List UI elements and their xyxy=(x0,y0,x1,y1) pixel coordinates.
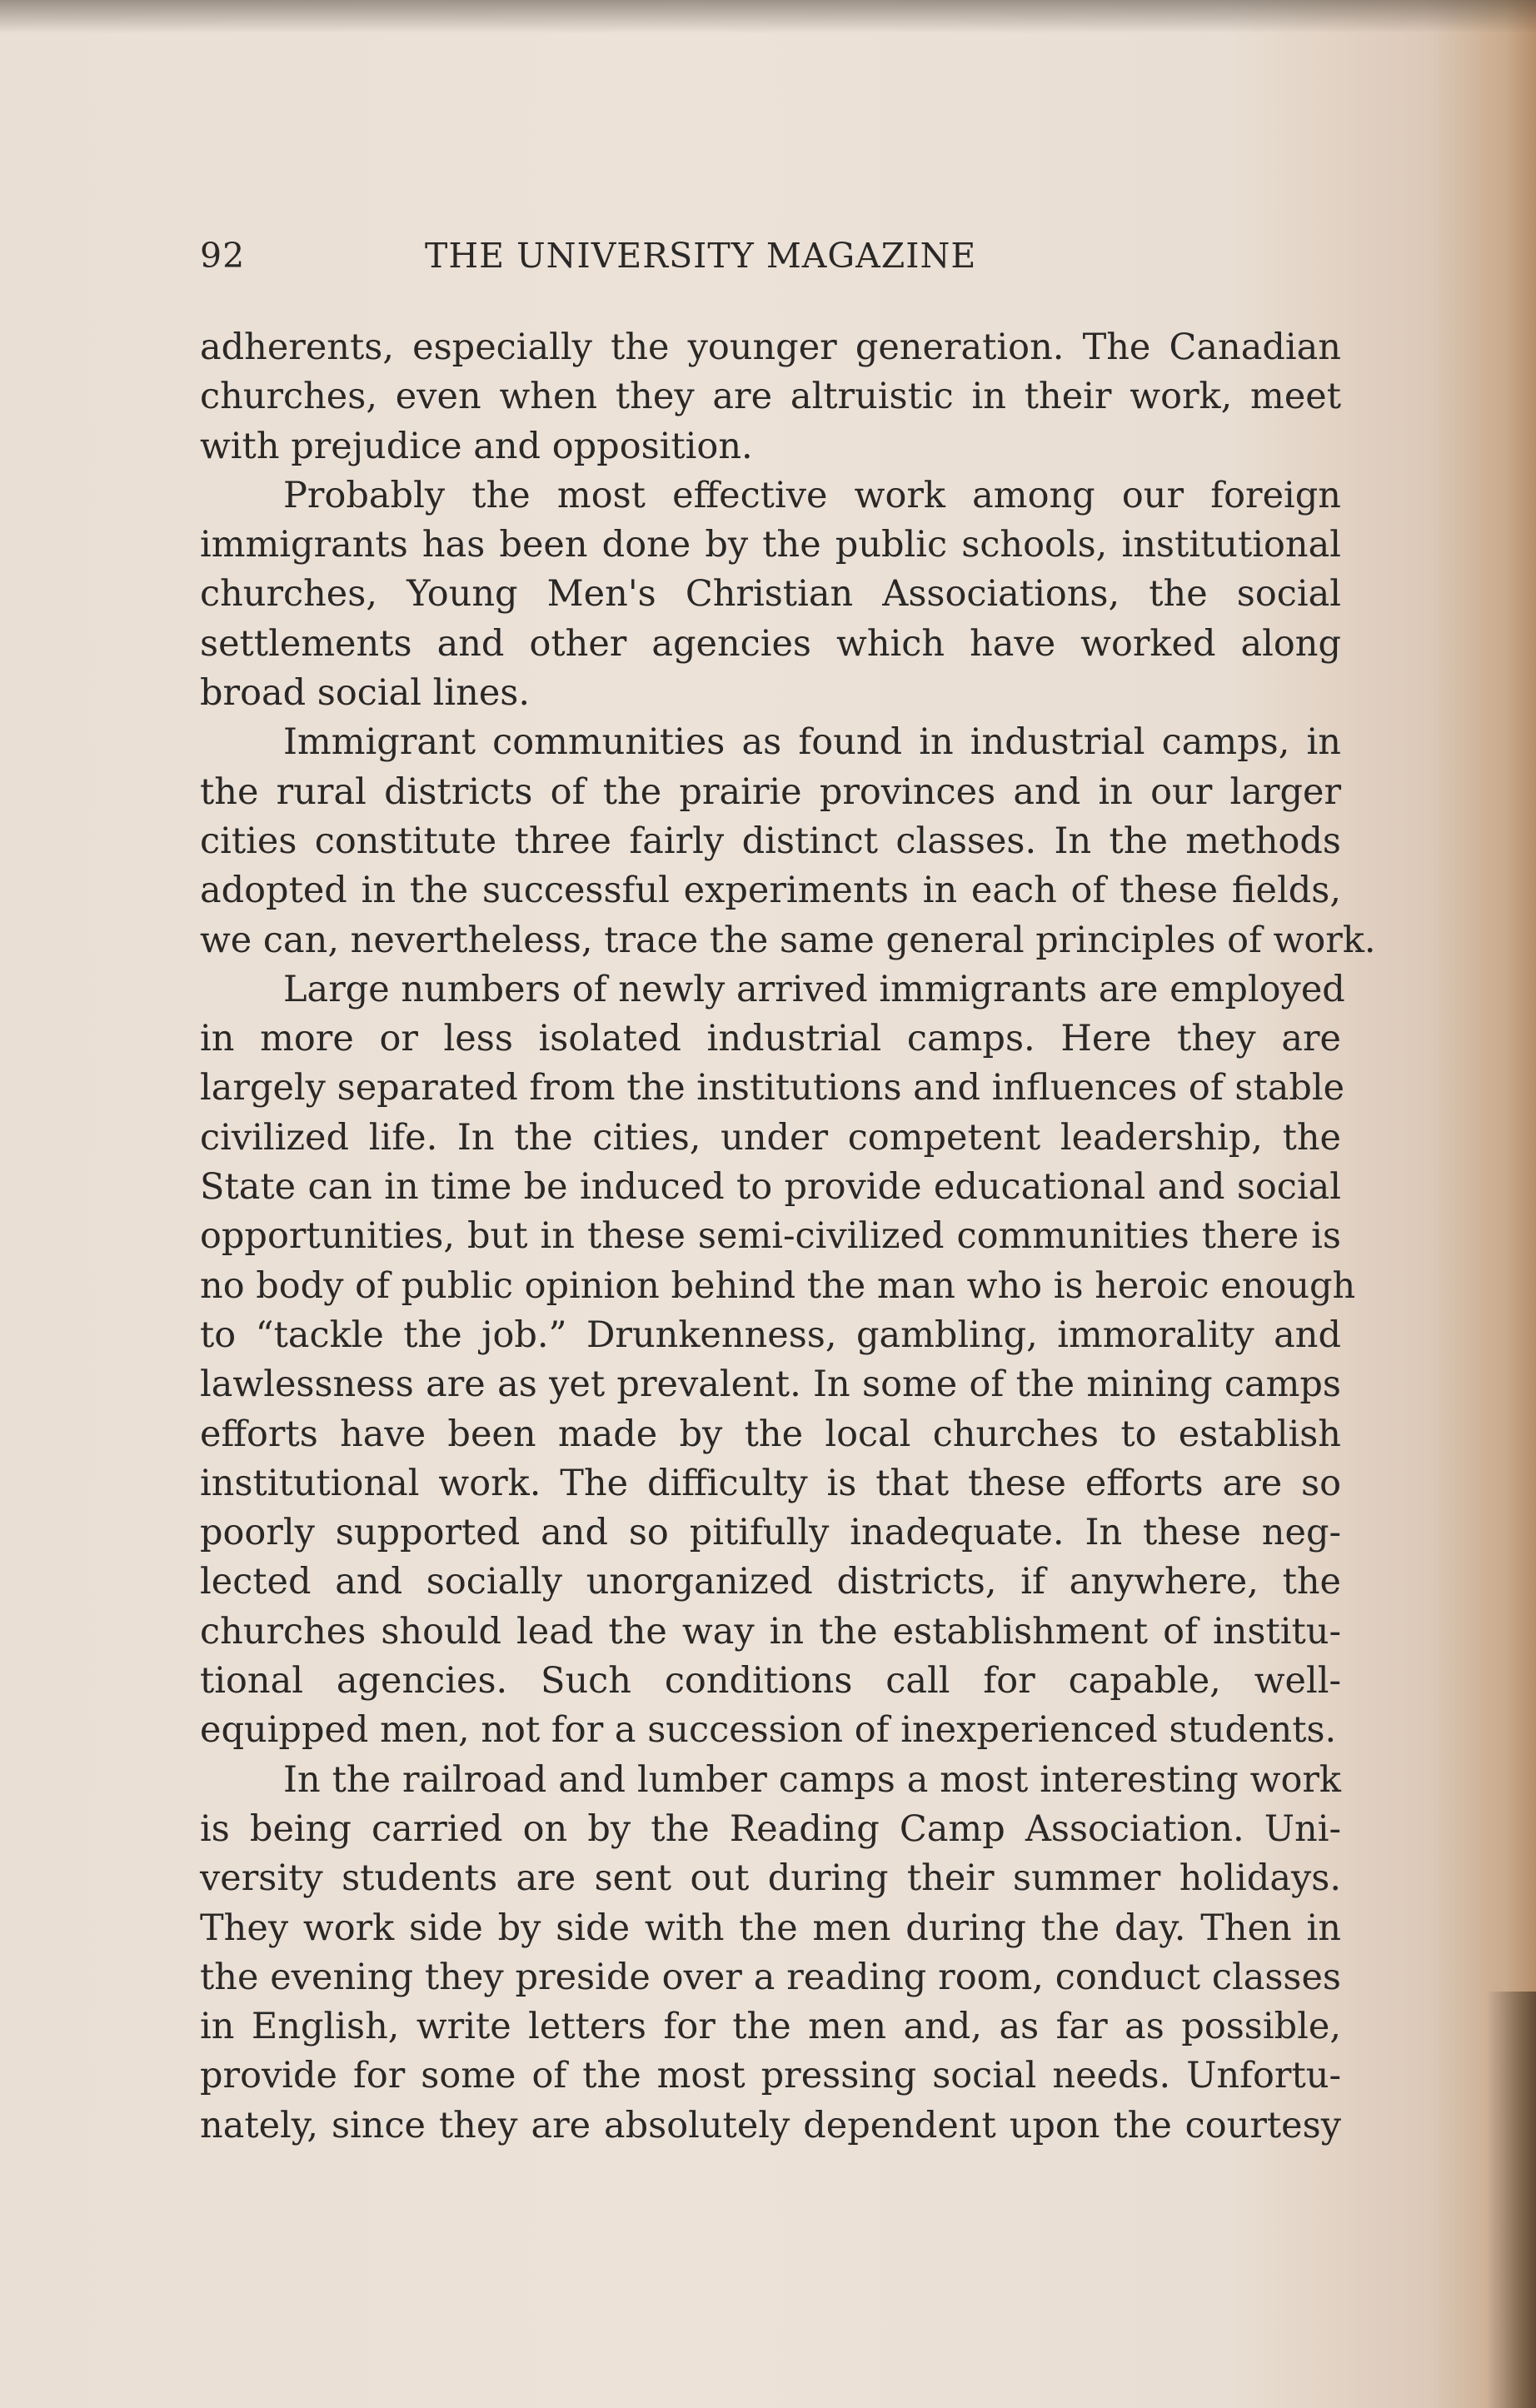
text-line: no body of public opinion behind the man who is heroic enough xyxy=(200,1264,1356,1307)
text-line: institutional work. The difficulty is that these efforts are so xyxy=(200,1462,1341,1504)
text-line: lected and socially unorganized districts, if anywhere, the xyxy=(200,1561,1341,1603)
binding-edge-shadow xyxy=(1486,1992,1536,2408)
paragraph xyxy=(200,323,1341,471)
text-line: adopted in the successful experiments in each of these fields, xyxy=(200,870,1341,912)
page-top-shadow xyxy=(0,0,1536,33)
text-line: tional agencies. Such conditions call for capable, well- xyxy=(200,1660,1341,1703)
paragraph xyxy=(200,1756,1341,2151)
text-line: nately, since they are absolutely dependent upon the courtesy xyxy=(200,2104,1341,2146)
text-line: cities constitute three fairly distinct classes. In the methods xyxy=(200,820,1341,862)
text-line: the evening they preside over a reading room, conduct classes xyxy=(200,1956,1341,1998)
body-text xyxy=(200,323,1376,2151)
paragraph xyxy=(200,965,1356,1756)
text-line: in English, write letters for the men and, as far as possible, xyxy=(200,2006,1341,2048)
text-line: poorly supported and so pitifully inadequate. In these neg- xyxy=(200,1512,1341,1554)
text-line: Probably the most effective work among our foreign xyxy=(283,474,1341,516)
text-line: we can, nevertheless, trace the same general principles of work. xyxy=(200,919,1376,961)
text-line: with prejudice and opposition. xyxy=(200,425,753,467)
text-line: churches, even when they are altruistic in their work, meet xyxy=(200,376,1341,418)
text-line: Immigrant communities as found in industrial camps, in xyxy=(283,721,1341,764)
text-line: broad social lines. xyxy=(200,672,531,715)
text-line: In the railroad and lumber camps a most interesting work xyxy=(283,1758,1341,1801)
text-line: largely separated from the institutions and influences of stable xyxy=(200,1067,1345,1109)
text-line: Large numbers of newly arrived immigrants are employed xyxy=(283,968,1345,1010)
text-line: provide for some of the most pressing social needs. Unfortu- xyxy=(200,2055,1341,2097)
text-line: churches, Young Men's Christian Associations, the social xyxy=(200,573,1341,616)
text-line: They work side by side with the men during the day. Then in xyxy=(200,1907,1341,1949)
text-line: State can in time be induced to provide educational and social xyxy=(200,1166,1341,1209)
paragraph xyxy=(200,718,1376,965)
text-line: versity students are sent out during their summer holidays. xyxy=(200,1857,1341,1900)
text-line: churches should lead the way in the establishment of institu- xyxy=(200,1610,1341,1653)
text-line: efforts have been made by the local churches to establish xyxy=(200,1413,1341,1455)
text-line: immigrants has been done by the public schools, institutional xyxy=(200,524,1341,566)
text-line: the rural districts of the prairie provinces and in our larger xyxy=(200,770,1341,813)
text-line: opportunities, but in these semi-civilized communities there is xyxy=(200,1215,1341,1258)
page-header xyxy=(200,236,1116,286)
text-line: adherents, especially the younger generation. The Canadian xyxy=(200,327,1341,368)
text-line: equipped men, not for a succession of inexperienced students. xyxy=(200,1709,1337,1752)
paragraph xyxy=(200,471,1341,718)
text-line: lawlessness are as yet prevalent. In some of the mining camps xyxy=(200,1364,1341,1406)
running-title: THE UNIVERSITY MAGAZINE xyxy=(425,236,977,276)
page-number: 92 xyxy=(200,236,246,276)
text-line: civilized life. In the cities, under competent leadership, the xyxy=(200,1116,1341,1159)
text-line: in more or less isolated industrial camps. Here they are xyxy=(200,1018,1341,1060)
text-line: to “tackle the job.” Drunkenness, gambling, immorality and xyxy=(200,1314,1341,1356)
text-line: is being carried on by the Reading Camp Association. Uni- xyxy=(200,1807,1341,1850)
text-line: settlements and other agencies which have worked along xyxy=(200,622,1341,665)
